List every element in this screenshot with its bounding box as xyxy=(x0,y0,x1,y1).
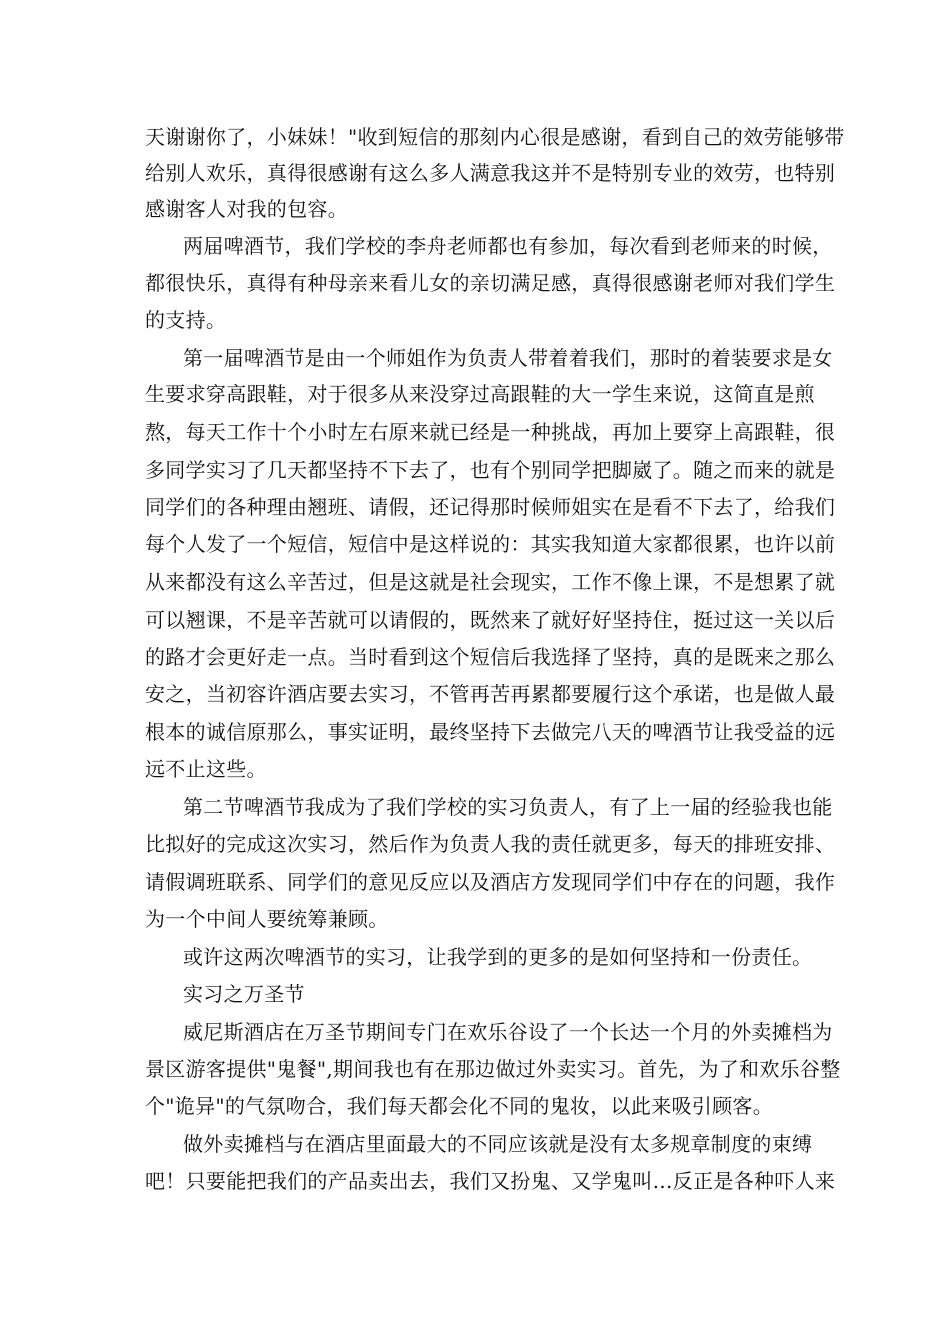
text-line: 根本的诚信原那么，事实证明，最终坚持下去做完八天的啤酒节让我受益的远 xyxy=(145,720,836,744)
text-line: 熬，每天工作十个小时左右原来就已经是一种挑战，再加上要穿上高跟鞋，很 xyxy=(145,420,836,444)
text-line: 同学们的各种理由翘班、请假，还记得那时候师姐实在是看不下去了，给我们 xyxy=(145,495,836,519)
text-line: 天谢谢你了，小妹妹！"收到短信的那刻内心很是感谢，看到自己的效劳能够带 xyxy=(145,125,845,149)
section-heading: 实习之万圣节 xyxy=(183,982,305,1006)
text-line: 给别人欢乐，真得很感谢有这么多人满意我这并不是特别专业的效劳，也特别 xyxy=(145,161,836,185)
text-line: 多同学实习了几天都坚持不下去了，也有个别同学把脚崴了。随之而来的就是 xyxy=(145,458,836,482)
text-line: 感谢客人对我的包容。 xyxy=(145,197,348,221)
paragraph-start-line: 威尼斯酒店在万圣节期间专门在欢乐谷设了一个长达一个月的外卖摊档为 xyxy=(183,1020,833,1044)
text-line: 请假调班联系、同学们的意见反应以及酒店方发现同学们中存在的问题，我作 xyxy=(145,870,836,894)
paragraph-start-line: 做外卖摊档与在酒店里面最大的不同应该就是没有太多规章制度的束缚 xyxy=(183,1132,813,1156)
text-line: 个"诡异"的气氛吻合，我们每天都会化不同的鬼妆，以此来吸引顾客。 xyxy=(145,1094,773,1118)
text-line: 比拟好的完成这次实习，然后作为负责人我的责任就更多，每天的排班安排、 xyxy=(145,832,836,856)
text-line: 生要求穿高跟鞋，对于很多从来没穿过高跟鞋的大一学生来说，这简直是煎 xyxy=(145,382,815,406)
text-line: 可以翘课，不是辛苦就可以请假的，既然来了就好好坚持住，挺过这一关以后 xyxy=(145,608,836,632)
text-line: 从来都没有这么辛苦过，但是这就是社会现实，工作不像上课，不是想累了就 xyxy=(145,570,836,594)
text-line: 吧！只要能把我们的产品卖出去，我们又扮鬼、又学鬼叫…反正是各种吓人来 xyxy=(145,1169,836,1193)
paragraph-start-line: 两届啤酒节，我们学校的李舟老师都也有参加，每次看到老师来的时候， xyxy=(183,234,833,258)
text-line: 远不止这些。 xyxy=(145,757,267,781)
text-line: 安之，当初容许酒店要去实习，不管再苦再累都要履行这个承诺，也是做人最 xyxy=(145,682,836,706)
paragraph-start-line: 第二节啤酒节我成为了我们学校的实习负责人，有了上一届的经验我也能 xyxy=(183,795,833,819)
text-line: 为一个中间人要统筹兼顾。 xyxy=(145,907,389,931)
text-line: 景区游客提供"鬼餐",期间我也有在那边做过外卖实习。首先，为了和欢乐谷整 xyxy=(145,1057,841,1081)
paragraph-start-line: 或许这两次啤酒节的实习，让我学到的更多的是如何坚持和一份责任。 xyxy=(183,945,813,969)
text-line: 每个人发了一个短信，短信中是这样说的：其实我知道大家都很累，也许以前 xyxy=(145,532,836,556)
text-line: 的路才会更好走一点。当时看到这个短信后我选择了坚持，真的是既来之那么 xyxy=(145,645,836,669)
text-line: 的支持。 xyxy=(145,308,227,332)
text-line: 都很快乐，真得有种母亲来看儿女的亲切满足感，真得很感谢老师对我们学生 xyxy=(145,271,836,295)
paragraph-start-line: 第一届啤酒节是由一个师姐作为负责人带着着我们，那时的着装要求是女 xyxy=(183,346,833,370)
